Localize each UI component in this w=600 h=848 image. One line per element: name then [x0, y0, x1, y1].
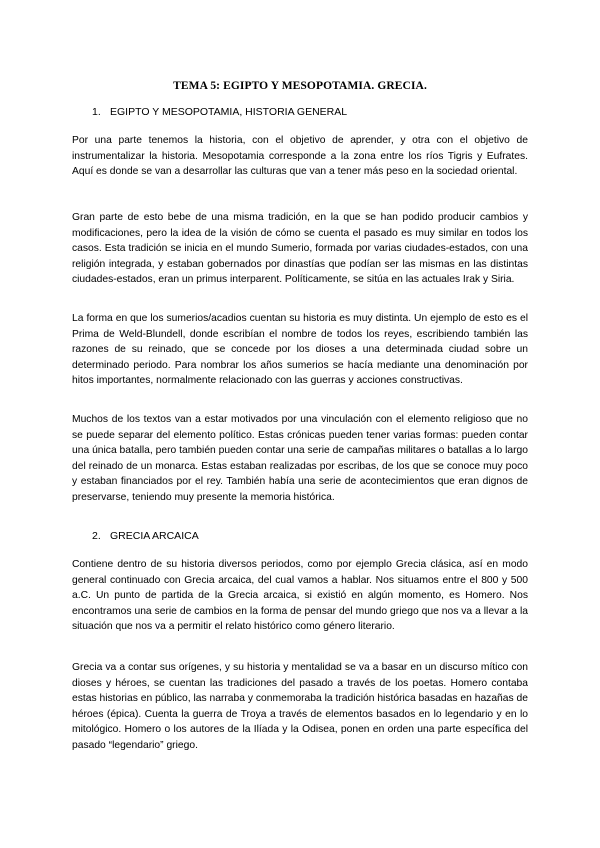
paragraph: La forma en que los sumerios/acadios cuentan su historia es muy distinta. Un ejemplo de esto es el Prima de Weld-Blundell, donde escribían el nombre de todos los reyes, escribiendo también las razones de su reinado, que se concede por los dioses a una determinada ciudad sobre un determinado periodo. Para nombrar los años sumerios se hacía mediante una denominación por hitos importantes, normalmente relacionado con las guerras y acciones constructivas.: [72, 313, 528, 387]
paragraph: Por una parte tenemos la historia, con el objetivo de aprender, y otra con el objetivo de instrumentalizar la historia. Mesopotamia corresponde a la zona entre los ríos Tigris y Eufrates. Aquí es donde se van a desarrollar las culturas que van a tener más peso en la sociedad oriental.: [72, 135, 528, 178]
section-number: 1.: [92, 106, 101, 118]
paragraph: Grecia va a contar sus orígenes, y su historia y mentalidad se va a basar en un discurso mítico con dioses y héroes, se cuentan las tradiciones del pasado a través de los poetas. Homero contaba estas historias en público, las narraba y conmemoraba la tradición histórica basadas en hazañas de héroes (épica). Cuenta la guerra de Troya a través de elementos basados en lo legendario y en lo mitológico. Homero o los autores de la Ilíada y la Odisea, ponen en orden una parte específica del pasado “legendario” griego.: [72, 662, 528, 751]
section-heading-text: GRECIA ARCAICA: [110, 530, 199, 542]
paragraph: Contiene dentro de su historia diversos periodos, como por ejemplo Grecia clásica, así en modo general continuado con Grecia arcaica, del cual vamos a hablar. Nos situamos entre el 800 y 500 a.C. Un punto de partida de la Grecia arcaica, si existió en algún momento, es Homero. Nos encontramos una serie de cambios en la forma de pensar del mundo griego que nos va a llevar a la situación que nos va a permitir el relato histórico como género literario.: [72, 559, 528, 633]
section-number: 2.: [92, 530, 101, 542]
section-heading: [92, 106, 347, 118]
paragraph: Muchos de los textos van a estar motivados por una vinculación con el elemento religioso que no se puede separar del elemento político. Estas crónicas pueden tener varias formas: pueden contar una única batalla, pero también pueden contar una serie de campañas militares o batallas a lo largo del reinado de un monarca. Estas estaban realizadas por escribas, de los que se conoce muy poco y estaban financiados por el rey. También había una serie de acontecimientos que eran dignos de preservarse, teniendo muy presente la memoria histórica.: [72, 414, 528, 503]
document-title: TEMA 5: EGIPTO Y MESOPOTAMIA. GRECIA.: [173, 80, 427, 92]
section-heading-text: EGIPTO Y MESOPOTAMIA, HISTORIA GENERAL: [110, 106, 348, 118]
section-heading: [92, 530, 199, 542]
paragraph: Gran parte de esto bebe de una misma tradición, en la que se han podido producir cambios y modificaciones, pero la idea de la visión de cómo se cuenta el pasado es muy similar en todos los casos. Esta tradición se inicia en el mundo Sumerio, formada por varias ciudades-estados, con una religión integrada, y estaban gobernados por dinastías que podían ser las mismas en las distintas ciudades-estados, eran un primus interparent. Políticamente, se sitúa en las actuales Irak y Siria.: [72, 212, 528, 286]
